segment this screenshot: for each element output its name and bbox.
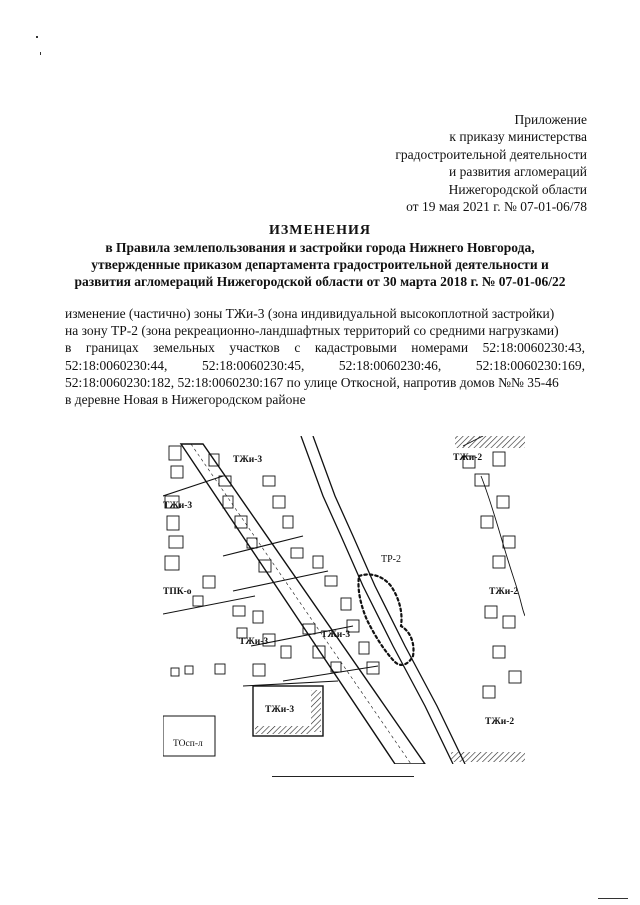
zone-label: ТПК-о	[163, 587, 192, 597]
body-line-justified	[65, 357, 585, 374]
hatched-strip	[455, 436, 525, 448]
hatched-strip	[451, 752, 525, 762]
body-line	[65, 305, 585, 322]
annex-line: к приказу министерства	[449, 129, 587, 145]
body-word: 52:18:0060230:43,	[482, 340, 585, 356]
body-word: кадастровыми	[314, 340, 397, 356]
cadastral-number: 52:18:0060230:46,	[338, 357, 442, 373]
annex-line: и развития агломераций	[448, 164, 587, 180]
zone-label: ТЖи-3	[321, 630, 351, 640]
scan-speck	[40, 52, 41, 55]
body-word: с	[294, 340, 301, 356]
title-line: развития агломераций Нижегородской области от 30 марта 2018 г. № 07-01-06/22	[74, 274, 566, 289]
zone-label: ТЖи-2	[489, 587, 519, 597]
zone-label: ТОсп-л	[173, 739, 203, 749]
cadastral-number: 52:18:0060230:45,	[201, 357, 305, 373]
zone-label-tr2: ТР-2	[381, 554, 401, 565]
title-heading: ИЗМЕНЕНИЯ	[269, 223, 371, 238]
annex-line: Приложение	[514, 112, 587, 127]
body-word: в	[65, 340, 72, 356]
body-line: в деревне Новая в Нижегородском районе	[65, 392, 306, 408]
zone-label: ТЖи-3	[265, 705, 295, 715]
body-word: номерами	[411, 340, 469, 356]
zone-label: ТЖи-3	[239, 637, 269, 647]
zone-label: ТЖи-3	[233, 455, 263, 465]
title-line: в Правила землепользования и застройки города Нижнего Новгорода,	[105, 240, 535, 255]
body-line: 52:18:0060230:182, 52:18:0060230:167 по улице Откосной, напротив домов №№ 35-46	[65, 374, 559, 390]
annex-line: градостроительной деятельности	[395, 146, 587, 162]
body-line: на зону ТР-2 (зона рекреационно-ландшафтных территорий со средними нагрузками)	[65, 323, 559, 339]
body-word: границах	[85, 340, 139, 356]
title-line: утвержденные приказом департамента градостроительной деятельности и	[91, 257, 549, 272]
annex-block	[395, 111, 587, 215]
scan-speck	[36, 36, 38, 38]
body-line-justified	[65, 339, 585, 356]
change-description	[65, 305, 585, 408]
body-word: земельных	[153, 340, 215, 356]
zoning-map	[163, 436, 525, 764]
zone-label: ТЖи-2	[453, 453, 483, 463]
body-word: участков	[229, 340, 280, 356]
annex-line: Нижегородской области	[448, 181, 587, 197]
cadastral-number: 52:18:0060230:169,	[475, 357, 585, 373]
annex-line: от 19 мая 2021 г. № 07-01-06/78	[406, 199, 587, 215]
zone-label: ТЖи-3	[163, 501, 193, 511]
body-text: изменение (частично) зоны ТЖи-3 (зона индивидуальной высокоплотной застройки)	[65, 306, 555, 321]
cadastral-number: 52:18:0060230:44,	[65, 357, 168, 373]
document-title	[0, 222, 640, 290]
zone-label: ТЖи-2	[485, 717, 515, 727]
divider-line	[272, 776, 414, 777]
scan-speck	[598, 898, 628, 899]
